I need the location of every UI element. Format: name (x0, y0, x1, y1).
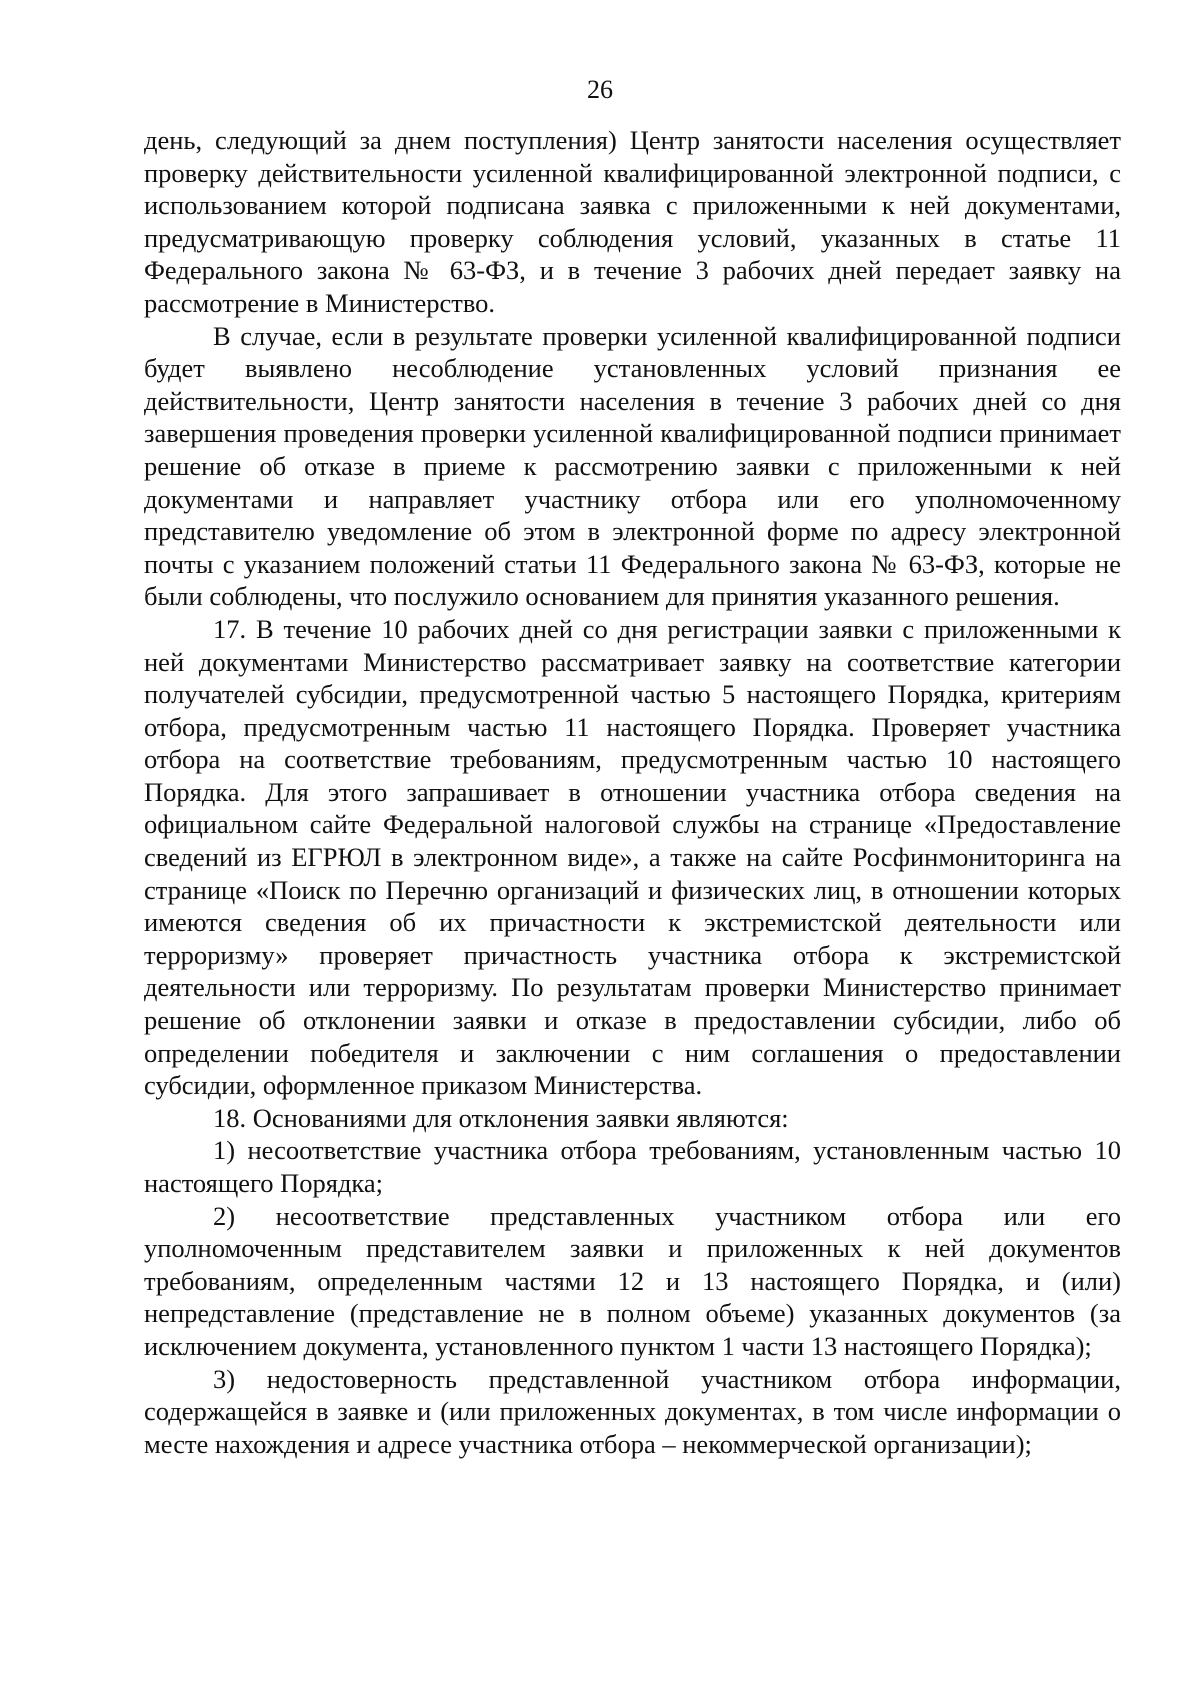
list-item-3: 3) недостоверность представленной участником отбора информации, содержащейся в заявке и (или приложенных документах, в том числе информации о месте нахождения и адресе участника отбора – некоммерческой организации); (144, 1363, 1121, 1459)
document-body (144, 124, 1121, 1460)
paragraph-signature-check-refusal: В случае, если в результате проверки усиленной квалифицированной подписи будет выявлено несоблюдение установленных условий признания ее действительности, Центр занятости населения в течение 3 рабочих дней со дня завершения проведения проверки усиленной квалифицированной подписи принимает решение об отказе в приеме к рассмотрению заявки с приложенными к ней документами и направляет участнику отбора или его уполномоченному представителю уведомление об этом в электронной форме по адресу электронной почты с указанием положений статьи 11 Федерального закона № 63-ФЗ, которые не были соблюдены, что послужило основанием для принятия указанного решения. (144, 320, 1121, 612)
list-item-1: 1) несоответствие участника отбора требованиям, установленным частью 10 настоящего Порядка; (144, 1135, 1121, 1198)
paragraph-18: 18. Основаниями для отклонения заявки являются: (213, 1102, 789, 1133)
paragraph-continuation: день, следующий за днем поступления) Центр занятости населения осуществляет проверку действительности усиленной квалифицированной электронной подписи, с использованием которой подписана заявка с приложенными к ней документами, предусматривающую проверку соблюдения условий, указанных в статье 11 Федерального закона № 63-ФЗ, и в течение 3 рабочих дней передает заявку на рассмотрение в Министерство. (144, 125, 1121, 318)
list-item-2: 2) несоответствие представленных участником отбора или его уполномоченным представителем заявки и приложенных к ней документов требованиям, определенным частями 12 и 13 настоящего Порядка, и (или) непредставление (представление не в полном объеме) указанных документов (за исключением документа, установленного пунктом 1 части 13 настоящего Порядка); (144, 1200, 1121, 1361)
paragraph-17: 17. В течение 10 рабочих дней со дня регистрации заявки с приложенными к ней документами Министерство рассматривает заявку на соответствие категории получателей субсидии, предусмотренной частью 5 настоящего Порядка, критериям отбора, предусмотренным частью 11 настоящего Порядка. Проверяет участника отбора на соответствие требованиям, предусмотренным частью 10 настоящего Порядка. Для этого запрашивает в отношении участника отбора сведения на официальном сайте Федеральной налоговой службы на странице «Предоставление сведений из ЕГРЮЛ в электронном виде», а также на сайте Росфинмониторинга на странице «Поиск по Перечню организаций и физических лиц, в отношении которых имеются сведения об их причастности к экстремистской деятельности или терроризму» проверяет причастность участника отбора к экстремистской деятельности или терроризму. По результатам проверки Министерство принимает решение об отклонении заявки и отказе в предоставлении субсидии, либо об определении победителя и заключении с ним соглашения о предоставлении субсидии, оформленное приказом Министерства. (144, 613, 1121, 1101)
page-number: 26 (587, 75, 613, 104)
